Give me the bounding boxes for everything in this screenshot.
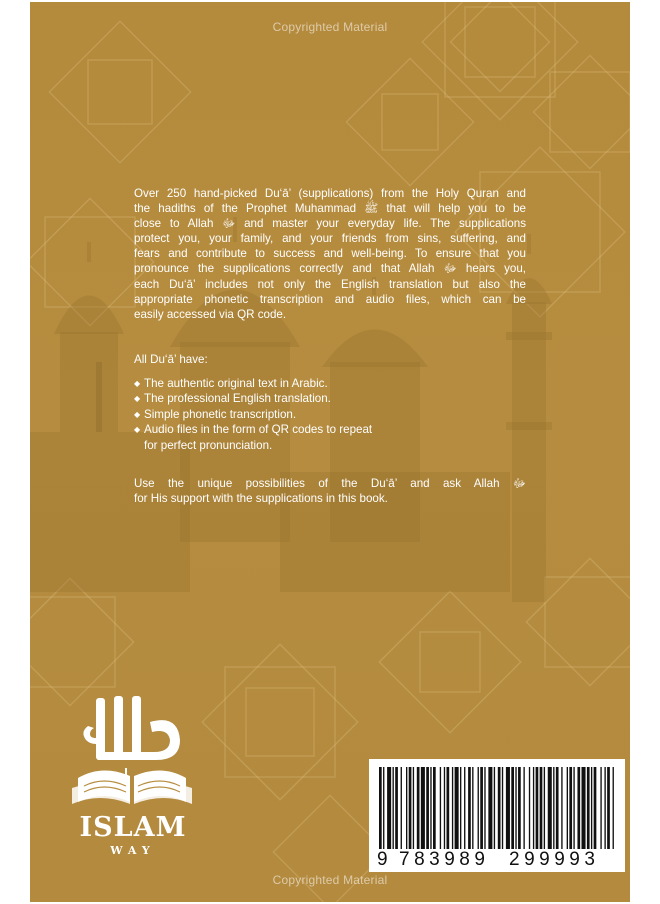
barcode-bar bbox=[433, 767, 436, 849]
barcode-right-group: 299993 bbox=[509, 849, 600, 870]
diamond-bullet-icon: ◆ bbox=[134, 379, 141, 388]
features-list bbox=[134, 376, 526, 453]
barcode-bar bbox=[544, 767, 545, 849]
description-line: Over 250 hand-picked Du‘ā’ (supplications) from the Holy Quran and bbox=[134, 187, 526, 200]
description-line: appropriate phonetic transcription and audio files, which can be bbox=[134, 292, 526, 306]
logo-subword: WAY bbox=[110, 844, 156, 857]
diamond-bullet-icon: ◆ bbox=[134, 394, 141, 404]
barcode-bar bbox=[567, 767, 568, 849]
barcode-bar bbox=[607, 767, 610, 849]
barcode-bar bbox=[518, 767, 521, 849]
barcode-bar bbox=[455, 767, 459, 849]
barcode-bar bbox=[594, 767, 597, 849]
barcode-bar bbox=[511, 767, 514, 849]
barcode-bar bbox=[604, 767, 605, 849]
closing-line: for His support with the supplications in this book. bbox=[134, 492, 388, 506]
description-line: each Du‘ā’ includes not only the English translation but also the bbox=[134, 277, 526, 291]
barcode-bar bbox=[573, 767, 574, 849]
feature-text: The authentic original text in Arabic. bbox=[144, 377, 328, 390]
barcode-bar bbox=[523, 767, 524, 849]
barcode-bar bbox=[401, 767, 402, 849]
barcode-bar bbox=[529, 767, 530, 849]
description-line: pronounce the supplications correctly and that Allah ﷻ hears you, bbox=[134, 262, 526, 276]
barcode-bar bbox=[468, 767, 471, 849]
feature-text: The professional English translation. bbox=[144, 392, 331, 406]
description-line: protect you, your family, and your friends from sins, suffering, and bbox=[134, 232, 526, 246]
barcode-bar bbox=[582, 767, 586, 849]
feature-item bbox=[134, 391, 526, 406]
barcode-bar bbox=[472, 767, 473, 849]
copyright-watermark-top: Copyrighted Material bbox=[272, 20, 388, 34]
barcode-bar bbox=[395, 767, 398, 849]
allah-calligraphy-book-icon bbox=[68, 692, 198, 817]
logo-word: ISLAM bbox=[79, 812, 187, 843]
barcode-bar bbox=[540, 767, 543, 849]
isbn-barcode bbox=[369, 759, 625, 872]
barcode-bar bbox=[494, 767, 495, 849]
feature-item bbox=[134, 407, 526, 422]
barcode-bar bbox=[488, 767, 492, 849]
islam-way-logo bbox=[68, 692, 198, 872]
barcode-bar bbox=[553, 767, 554, 849]
barcode-bar bbox=[600, 767, 601, 849]
barcode-bar bbox=[426, 767, 429, 849]
barcode-bar bbox=[577, 767, 580, 849]
features-intro: All Du‘ā’ have: bbox=[134, 353, 208, 366]
barcode-bar bbox=[591, 767, 592, 849]
description-line: the hadiths of the Prophet Muhammad ﷺ that will help you to be bbox=[134, 202, 526, 216]
barcode-bar bbox=[569, 767, 572, 849]
barcode-bar bbox=[417, 767, 420, 849]
barcode-bar bbox=[440, 767, 441, 849]
barcode-bar bbox=[452, 767, 453, 849]
description-line: fears and contribute to success and well-being. To ensure that you bbox=[134, 247, 526, 261]
diamond-bullet-icon: ◆ bbox=[134, 425, 141, 435]
barcode-bar bbox=[430, 767, 431, 849]
barcode-bar bbox=[413, 767, 414, 849]
barcode-left-group: 783989 bbox=[399, 849, 490, 870]
copyright-watermark-bottom: Copyrighted Material bbox=[272, 873, 388, 887]
barcode-bar bbox=[444, 767, 445, 849]
barcode-bar bbox=[561, 767, 562, 849]
barcode-bar bbox=[406, 767, 407, 849]
diamond-bullet-icon: ◆ bbox=[134, 409, 141, 419]
barcode-bar bbox=[613, 767, 614, 849]
barcode-bar bbox=[515, 767, 516, 849]
barcode-bar bbox=[484, 767, 485, 849]
barcode-bar bbox=[421, 767, 425, 849]
book-description bbox=[134, 186, 526, 322]
barcode-bar bbox=[409, 767, 412, 849]
barcode-bar bbox=[447, 767, 450, 849]
barcode-bar bbox=[587, 767, 590, 849]
barcode-bar bbox=[480, 767, 483, 849]
description-line: easily accessed via QR code. bbox=[134, 307, 287, 321]
description-line: close to Allah ﷻ and master your everyday life. The supplications bbox=[134, 217, 526, 231]
barcode-bar bbox=[478, 767, 479, 849]
barcode-bar bbox=[536, 767, 539, 849]
barcode-bar bbox=[393, 767, 394, 849]
feature-item bbox=[134, 376, 526, 391]
back-cover bbox=[30, 2, 630, 902]
barcode-bar bbox=[498, 767, 501, 849]
barcode-bar bbox=[533, 767, 534, 849]
barcode-first-digit: 9 bbox=[377, 849, 388, 870]
barcode-bar bbox=[556, 767, 559, 849]
barcode-bar bbox=[379, 767, 382, 849]
closing-line: Use the unique possibilities of the Du‘ā’ and ask Allah ﷻ bbox=[134, 477, 526, 490]
barcode-bar bbox=[548, 767, 552, 849]
barcode-bar bbox=[387, 767, 391, 849]
feature-item-continuation: for perfect pronunciation. bbox=[144, 438, 273, 452]
feature-text: Simple phonetic transcription. bbox=[144, 407, 297, 421]
barcode-bar bbox=[502, 767, 503, 849]
feature-item bbox=[134, 422, 526, 437]
barcode-bar bbox=[506, 767, 510, 849]
closing-paragraph bbox=[134, 476, 526, 506]
barcode-bars bbox=[375, 767, 619, 849]
barcode-bar bbox=[460, 767, 461, 849]
barcode-bar bbox=[383, 767, 384, 849]
feature-text: Audio files in the form of QR codes to repeat bbox=[144, 423, 373, 437]
barcode-bar bbox=[464, 767, 465, 849]
